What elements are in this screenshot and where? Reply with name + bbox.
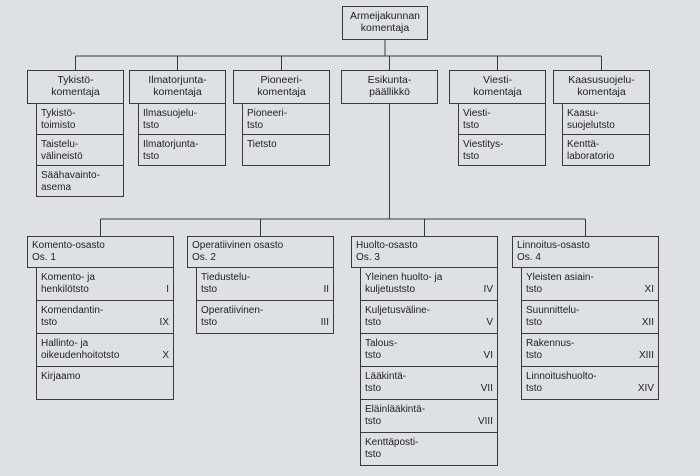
department-sub-row: [526, 305, 654, 329]
office-number: IX: [159, 317, 169, 328]
department-label: Huolto-osasto Os. 3: [356, 240, 418, 263]
top-sub-label: Viestitys- tsto: [463, 139, 504, 162]
top-box-kaasusuojelu-komentaja: [553, 70, 650, 104]
department-sub-row: [365, 272, 493, 296]
top-sub-label: Kenttä- laboratorio: [567, 139, 615, 162]
root-label: Armeijakunnan komentaja: [349, 10, 421, 34]
department-sub-box-kuljetusväline-tsto: [360, 300, 498, 334]
department-box-linnoitus-osasto-os-4: [512, 236, 659, 268]
department-label: Linnoitus-osasto Os. 4: [517, 240, 590, 263]
office-number: VIII: [477, 416, 493, 427]
department-box-huolto-osasto-os-3: [351, 236, 498, 268]
department-sub-box-suunnittelu-tsto: [521, 300, 659, 334]
top-box-tykistö-komentaja: [27, 70, 124, 104]
office-number: XI: [644, 284, 654, 295]
department-sub-box-hallinto-ja-oikeudenhoitotsto: [36, 333, 174, 367]
office-number: XII: [641, 317, 654, 328]
department-sub-row: [41, 371, 169, 383]
department-sub-box-lääkintä-tsto: [360, 366, 498, 400]
top-label: Tykistö- komentaja: [51, 74, 100, 98]
department-sub-box-rakennus-tsto: [521, 333, 659, 367]
office-number: IV: [483, 284, 493, 295]
department-sub-label: Yleinen huolto- ja kuljetuststo: [365, 272, 443, 295]
top-sub-box-ilmatorjunta-tsto: [138, 134, 226, 166]
department-sub-box-tiedustelu-tsto: [196, 267, 334, 301]
top-sub-box-säähavainto-asema: [36, 165, 124, 197]
top-sub-label: Ilmatorjunta- tsto: [143, 139, 199, 162]
department-sub-label: Hallinto- ja oikeudenhoitotsto: [41, 338, 120, 361]
office-number: II: [323, 284, 329, 295]
office-number: I: [166, 284, 169, 295]
department-sub-row: [526, 371, 654, 395]
department-sub-label: Tiedustelu- tsto: [201, 272, 251, 295]
department-sub-label: Talous- tsto: [365, 338, 398, 361]
top-sub-box-pioneeri-tsto: [242, 103, 330, 135]
top-sub-label: Viesti- tsto: [463, 108, 491, 131]
top-box-esikunta-päällikkö: [341, 70, 438, 104]
department-label: Komento-osasto Os. 1: [32, 240, 105, 263]
office-number: III: [320, 317, 329, 328]
department-sub-row: [41, 305, 169, 329]
department-sub-label: Kuljetusväline- tsto: [365, 305, 431, 328]
top-sub-label: Ilmasuojelu- tsto: [143, 108, 197, 131]
top-sub-label: Tykistö- toimisto: [41, 108, 76, 131]
top-box-viesti-komentaja: [449, 70, 546, 104]
department-sub-label: Linnoitushuolto- tsto: [526, 371, 597, 394]
office-number: VI: [483, 350, 493, 361]
top-sub-box-tykistö-toimisto: [36, 103, 124, 135]
top-label: Kaasusuojelu- komentaja: [568, 74, 635, 98]
root-box-armeijakunnan-komentaja: [342, 6, 428, 40]
department-sub-row: [365, 305, 493, 329]
top-sub-box-tietsto: [242, 134, 330, 166]
department-sub-label: Yleisten asiain- tsto: [526, 272, 594, 295]
top-sub-box-kaasu-suojelutsto: [562, 103, 650, 135]
top-sub-box-viesti-tsto: [458, 103, 546, 135]
department-sub-box-linnoitushuolto-tsto: [521, 366, 659, 400]
department-sub-box-komento-ja-henkilötsto: [36, 267, 174, 301]
department-sub-label: Operatiivinen- tsto: [201, 305, 264, 328]
department-sub-box-komendantin-tsto: [36, 300, 174, 334]
top-sub-label: Taistelu- välineistö: [41, 139, 83, 162]
department-sub-row: [365, 437, 493, 461]
department-sub-row: [365, 404, 493, 428]
department-box-operatiivinen-osasto-os-2: [187, 236, 334, 268]
top-label: Esikunta- päällikkö: [367, 74, 412, 98]
office-number: V: [486, 317, 493, 328]
department-sub-box-kirjaamo: [36, 366, 174, 400]
department-sub-row: [526, 272, 654, 296]
top-sub-label: Pioneeri- tsto: [247, 108, 288, 131]
department-sub-box-yleisten-asiain-tsto: [521, 267, 659, 301]
department-sub-label: Komendantin- tsto: [41, 305, 104, 328]
office-number: X: [162, 350, 169, 361]
department-sub-label: Eläinlääkintä- tsto: [365, 404, 426, 427]
department-sub-box-yleinen-huolto-ja-kuljetuststo: [360, 267, 498, 301]
department-sub-label: Komento- ja henkilötsto: [41, 272, 95, 295]
department-label: Operatiivinen osasto Os. 2: [192, 240, 284, 263]
department-sub-row: [526, 338, 654, 362]
top-sub-box-kenttä-laboratorio: [562, 134, 650, 166]
department-sub-row: [201, 305, 329, 329]
department-sub-label: Kirjaamo: [41, 371, 81, 382]
office-number: XIV: [637, 383, 654, 394]
department-sub-row: [365, 371, 493, 395]
department-sub-box-eläinlääkintä-tsto: [360, 399, 498, 433]
department-box-komento-osasto-os-1: [27, 236, 174, 268]
top-label: Ilmatorjunta- komentaja: [148, 74, 207, 98]
top-label: Pioneeri- komentaja: [257, 74, 306, 98]
department-sub-label: Kenttäposti- tsto: [365, 437, 419, 460]
top-sub-label: Kaasu- suojelutsto: [567, 108, 615, 131]
top-sub-label: Säähavainto- asema: [41, 170, 100, 193]
top-sub-box-viestitys-tsto: [458, 134, 546, 166]
department-sub-box-talous-tsto: [360, 333, 498, 367]
top-sub-box-taistelu-välineistö: [36, 134, 124, 166]
office-number: XIII: [638, 350, 654, 361]
top-box-ilmatorjunta-komentaja: [129, 70, 226, 104]
department-sub-row: [41, 272, 169, 296]
department-sub-row: [201, 272, 329, 296]
top-sub-box-ilmasuojelu-tsto: [138, 103, 226, 135]
department-sub-label: Lääkintä- tsto: [365, 371, 407, 394]
department-sub-box-operatiivinen-tsto: [196, 300, 334, 334]
department-sub-label: Suunnittelu- tsto: [526, 305, 580, 328]
top-box-pioneeri-komentaja: [233, 70, 330, 104]
office-number: VII: [480, 383, 493, 394]
department-sub-label: Rakennus- tsto: [526, 338, 575, 361]
top-sub-label: Tietsto: [247, 139, 277, 150]
top-label: Viesti- komentaja: [473, 74, 522, 98]
department-sub-row: [41, 338, 169, 362]
department-sub-row: [365, 338, 493, 362]
department-sub-box-kenttäposti-tsto: [360, 432, 498, 466]
